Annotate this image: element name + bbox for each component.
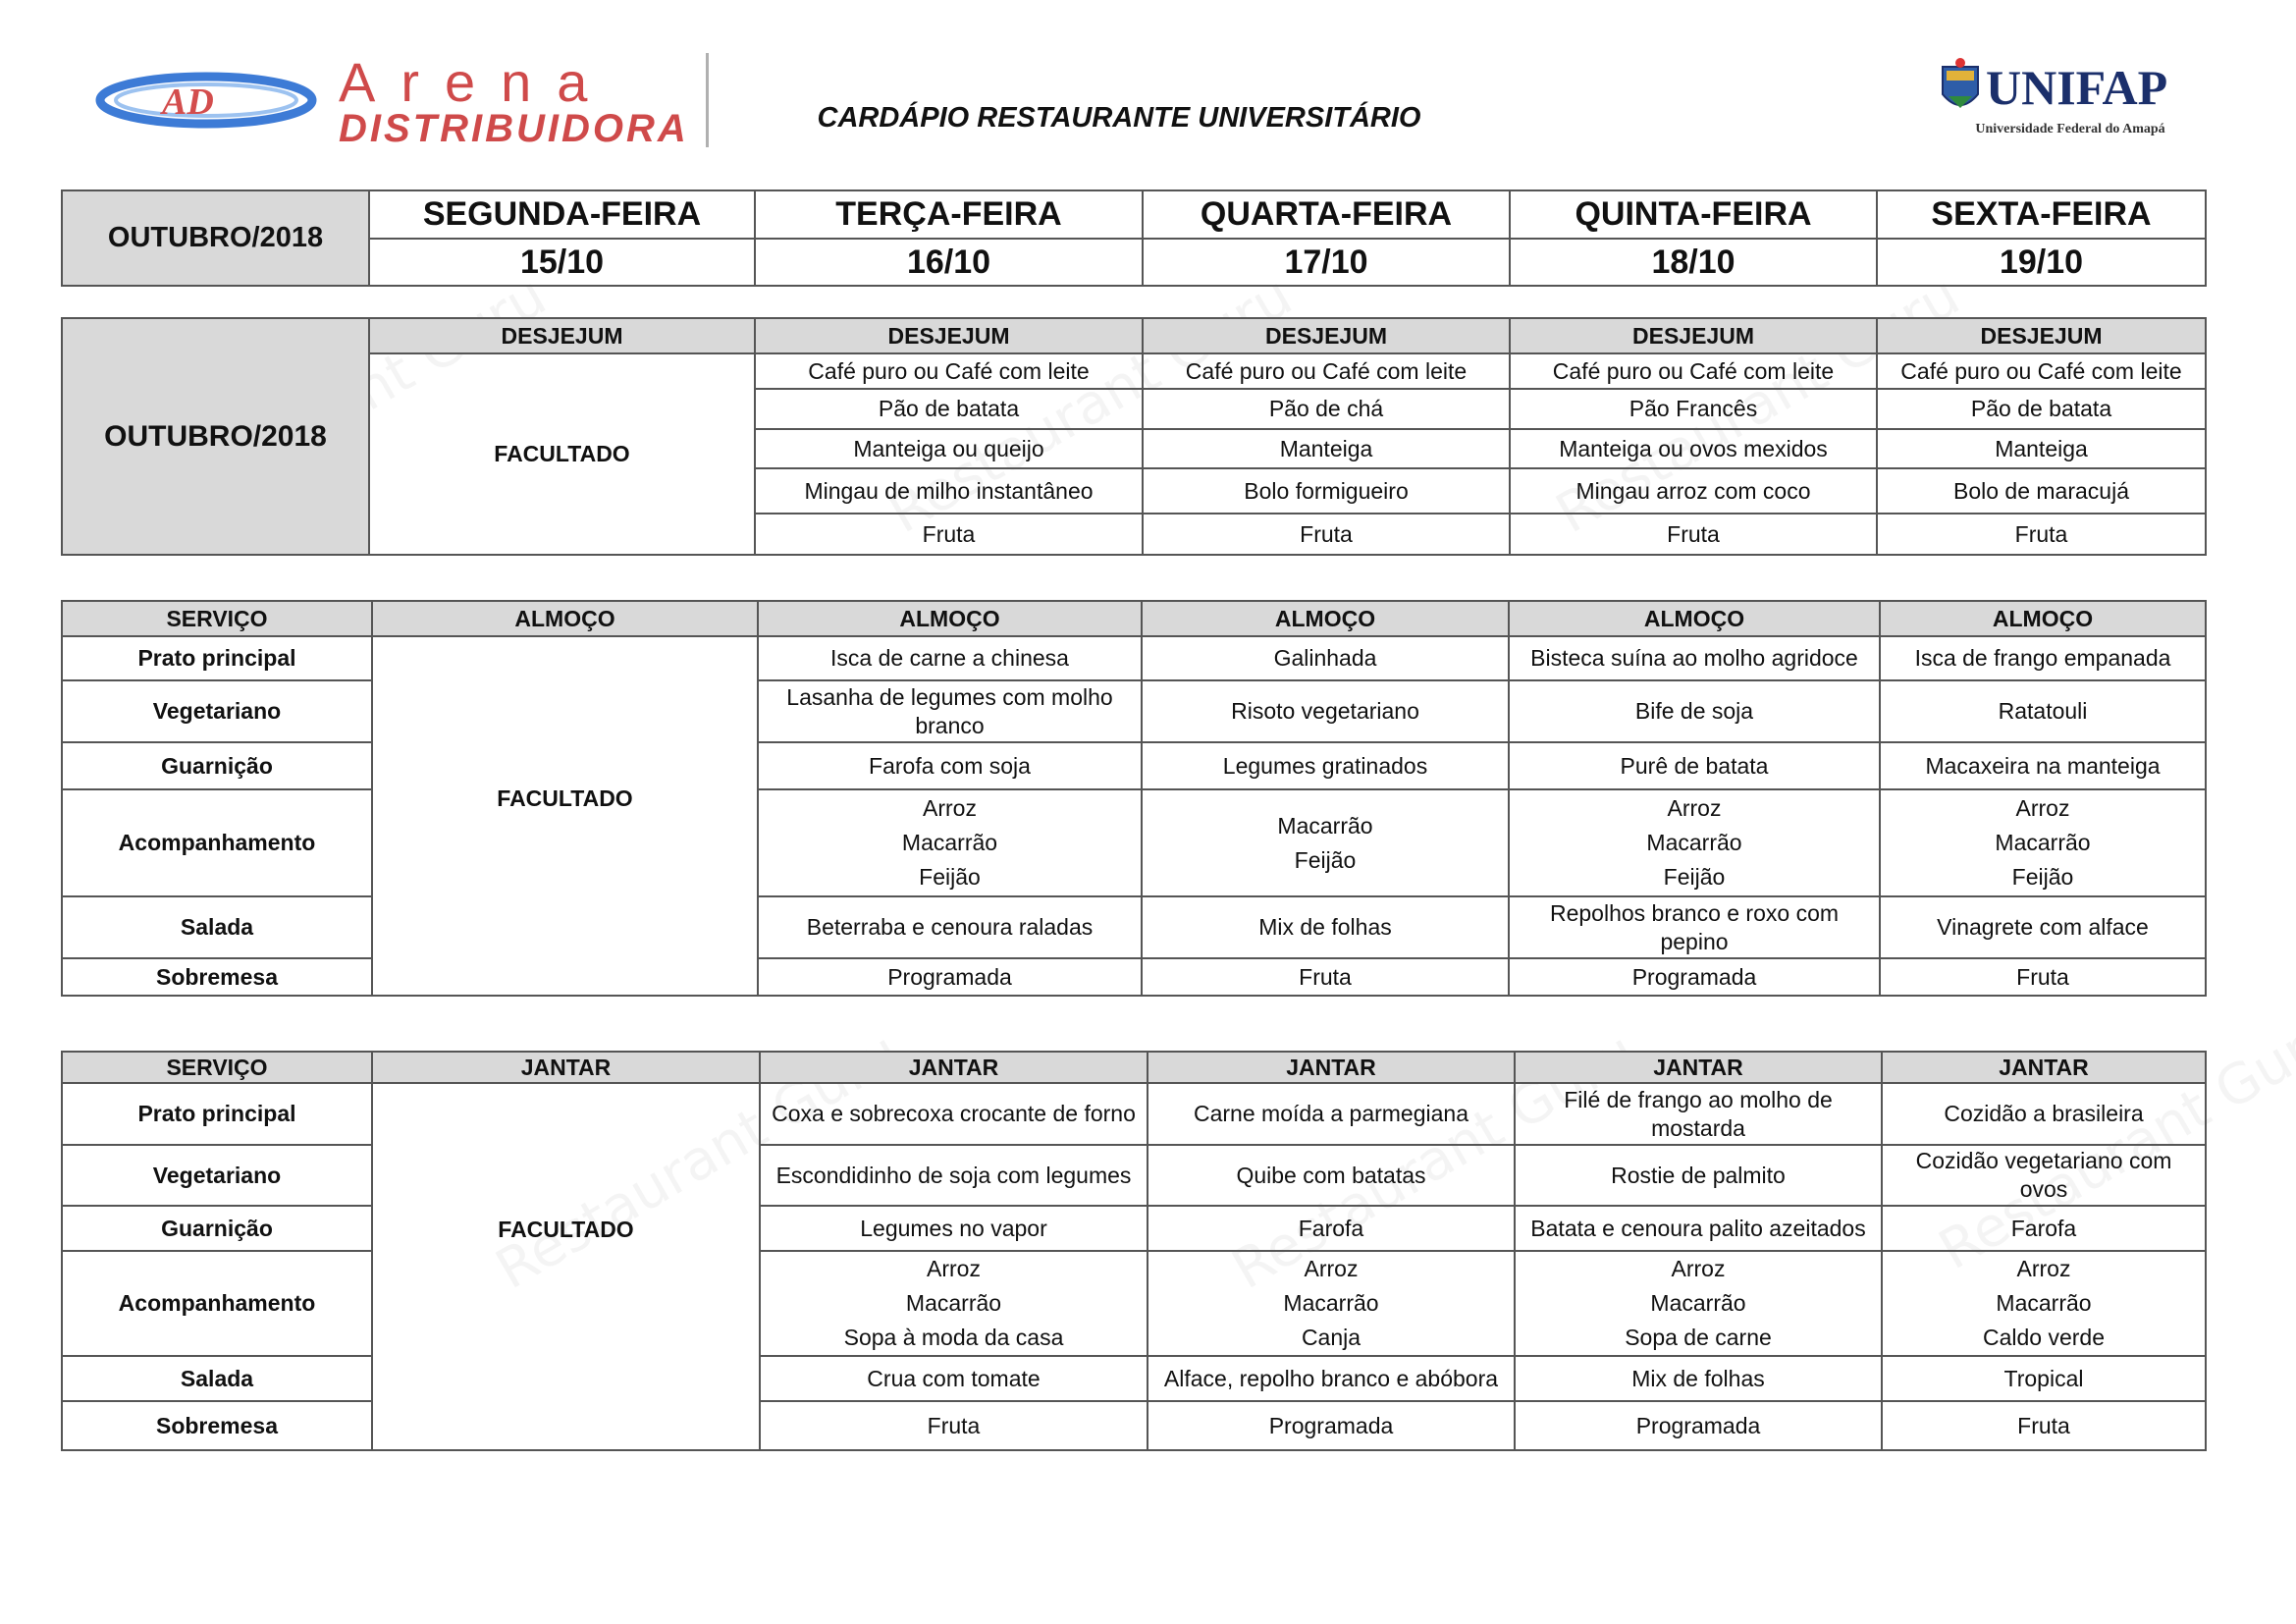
menu-cell: Café puro ou Café com leite (755, 353, 1143, 389)
month-label: OUTUBRO/2018 (62, 190, 369, 286)
menu-cell: Lasanha de legumes com molho branco (758, 680, 1142, 742)
arena-swoosh-icon (93, 63, 319, 141)
menu-item: Arroz (1304, 1256, 1359, 1281)
meal-header: DESJEJUM (1143, 318, 1510, 353)
menu-cell: Bife de soja (1509, 680, 1880, 742)
day-name: QUARTA-FEIRA (1143, 190, 1510, 239)
menu-cell (760, 1251, 1148, 1356)
menu-item: Feijão (919, 864, 981, 890)
menu-cell: Fruta (755, 514, 1143, 555)
menu-item: Arroz (927, 1256, 981, 1281)
service-header: SERVIÇO (62, 1052, 372, 1083)
menu-cell (1142, 789, 1509, 896)
meal-header: DESJEJUM (1510, 318, 1877, 353)
menu-cell: Purê de batata (1509, 742, 1880, 789)
menu-cell: Mingau de milho instantâneo (755, 468, 1143, 514)
service-header: SERVIÇO (62, 601, 372, 636)
menu-cell: Alface, repolho branco e abóbora (1148, 1356, 1515, 1401)
menu-item: Sopa à moda da casa (843, 1325, 1064, 1350)
meal-header: JANTAR (1148, 1052, 1515, 1083)
meal-header: ALMOÇO (1880, 601, 2206, 636)
meal-header: DESJEJUM (1877, 318, 2206, 353)
menu-cell: Fruta (1142, 958, 1509, 996)
service-label: Sobremesa (62, 1401, 372, 1450)
menu-item: Feijão (1294, 846, 1357, 873)
menu-cell: Pão de chá (1143, 389, 1510, 429)
unifap-logo-text: UNIFAP (1986, 60, 2168, 115)
menu-cell: Programada (1509, 958, 1880, 996)
menu-cell: Risoto vegetariano (1142, 680, 1509, 742)
menu-cell: Mingau arroz com coco (1510, 468, 1877, 514)
week-header-table (61, 189, 2207, 287)
menu-item: Sopa de carne (1625, 1325, 1772, 1350)
menu-cell: Bisteca suína ao molho agridoce (1509, 636, 1880, 680)
day-date: 16/10 (755, 239, 1143, 286)
meal-header: JANTAR (372, 1052, 760, 1083)
menu-cell: Filé de frango ao molho de mostarda (1515, 1083, 1882, 1145)
arena-logo-text: Arena (339, 51, 614, 113)
meal-header: JANTAR (1882, 1052, 2206, 1083)
service-label: Guarnição (62, 1206, 372, 1251)
menu-cell: Escondidinho de soja com legumes (760, 1145, 1148, 1206)
menu-item: Arroz (2015, 795, 2070, 821)
service-label: Sobremesa (62, 958, 372, 996)
service-label: Guarnição (62, 742, 372, 789)
meal-header: ALMOÇO (1509, 601, 1880, 636)
menu-cell: Manteiga ou queijo (755, 429, 1143, 468)
menu-item: Caldo verde (1982, 1325, 2106, 1350)
menu-item: Macarrão (1283, 1290, 1379, 1316)
menu-cell: Bolo de maracujá (1877, 468, 2206, 514)
menu-cell: Pão de batata (1877, 389, 2206, 429)
menu-cell: Programada (1148, 1401, 1515, 1450)
day-date: 19/10 (1877, 239, 2206, 286)
facultado-cell: FACULTADO (369, 353, 755, 555)
menu-cell: Ratatouli (1880, 680, 2206, 742)
menu-cell: Fruta (1877, 514, 2206, 555)
meal-header: DESJEJUM (755, 318, 1143, 353)
almoco-table (61, 600, 2207, 997)
menu-cell: Galinhada (1142, 636, 1509, 680)
menu-cell: Café puro ou Café com leite (1877, 353, 2206, 389)
jantar-table (61, 1051, 2207, 1451)
menu-cell (758, 789, 1142, 896)
facultado-cell (372, 1083, 760, 1450)
desjejum-table (61, 317, 2207, 556)
menu-item: Macarrão (1995, 830, 2091, 855)
menu-cell: Crua com tomate (760, 1356, 1148, 1401)
page-title: CARDÁPIO RESTAURANTE UNIVERSITÁRIO (817, 102, 1421, 134)
menu-cell: Quibe com batatas (1148, 1145, 1515, 1206)
menu-cell: Isca de frango empanada (1880, 636, 2206, 680)
menu-cell (1509, 789, 1880, 896)
menu-cell: Manteiga ou ovos mexidos (1510, 429, 1877, 468)
menu-cell: Cozidão a brasileira (1882, 1083, 2206, 1145)
distribuidora-logo-text: DISTRIBUIDORA (339, 107, 689, 150)
menu-item: Canja (1301, 1325, 1362, 1350)
service-label: Acompanhamento (62, 1251, 372, 1356)
menu-item: Arroz (2016, 1256, 2071, 1281)
day-date: 15/10 (369, 239, 755, 286)
menu-cell: Legumes no vapor (760, 1206, 1148, 1251)
menu-cell: Manteiga (1877, 429, 2206, 468)
menu-cell: Manteiga (1143, 429, 1510, 468)
day-name: TERÇA-FEIRA (755, 190, 1143, 239)
menu-cell: Fruta (1510, 514, 1877, 555)
menu-cell: Pão de batata (755, 389, 1143, 429)
meal-header: JANTAR (1515, 1052, 1882, 1083)
month-label: OUTUBRO/2018 (62, 318, 369, 555)
menu-cell: Cozidão vegetariano com ovos (1882, 1145, 2206, 1206)
day-name: SEXTA-FEIRA (1877, 190, 2206, 239)
menu-cell: Café puro ou Café com leite (1143, 353, 1510, 389)
meal-header: JANTAR (760, 1052, 1148, 1083)
menu-cell: Legumes gratinados (1142, 742, 1509, 789)
menu-cell: Farofa (1882, 1206, 2206, 1251)
menu-cell: Rostie de palmito (1515, 1145, 1882, 1206)
menu-cell: Beterraba e cenoura raladas (758, 896, 1142, 958)
menu-cell (1148, 1251, 1515, 1356)
meal-header: ALMOÇO (372, 601, 758, 636)
menu-item: Macarrão (1277, 812, 1373, 839)
menu-cell: Isca de carne a chinesa (758, 636, 1142, 680)
service-label: Salada (62, 896, 372, 958)
service-label: Acompanhamento (62, 789, 372, 896)
arena-distribuidora-logo (93, 51, 721, 149)
meal-header: ALMOÇO (1142, 601, 1509, 636)
logo-divider (706, 53, 709, 147)
menu-item: Macarrão (901, 830, 998, 855)
svg-text:AD: AD (162, 81, 214, 123)
menu-item: Macarrão (905, 1290, 1002, 1316)
menu-cell (1515, 1251, 1882, 1356)
service-label: Vegetariano (62, 1145, 372, 1206)
meal-header: DESJEJUM (369, 318, 755, 353)
menu-cell: Farofa (1148, 1206, 1515, 1251)
service-label: Prato principal (62, 1083, 372, 1145)
menu-cell: Coxa e sobrecoxa crocante de forno (760, 1083, 1148, 1145)
unifap-logo (1939, 57, 2204, 145)
unifap-crest-icon (1939, 57, 1982, 118)
menu-cell: Repolhos branco e roxo com pepino (1509, 896, 1880, 958)
day-name: QUINTA-FEIRA (1510, 190, 1877, 239)
menu-cell (1882, 1251, 2206, 1356)
menu-item: Feijão (2011, 864, 2074, 890)
menu-cell: Café puro ou Café com leite (1510, 353, 1877, 389)
menu-cell: Tropical (1882, 1356, 2206, 1401)
menu-item: Macarrão (1996, 1290, 2092, 1316)
menu-cell: Bolo formigueiro (1143, 468, 1510, 514)
menu-item: Arroz (923, 795, 977, 821)
service-label: Prato principal (62, 636, 372, 680)
day-name: SEGUNDA-FEIRA (369, 190, 755, 239)
menu-cell: Vinagrete com alface (1880, 896, 2206, 958)
menu-cell: Fruta (1143, 514, 1510, 555)
facultado-label: FACULTADO (498, 1216, 634, 1242)
menu-cell: Pão Francês (1510, 389, 1877, 429)
menu-cell: Fruta (1882, 1401, 2206, 1450)
menu-item: Arroz (1671, 1256, 1726, 1281)
menu-cell: Fruta (1880, 958, 2206, 996)
service-label: Salada (62, 1356, 372, 1401)
menu-item: Macarrão (1646, 830, 1742, 855)
day-date: 18/10 (1510, 239, 1877, 286)
facultado-cell (372, 636, 758, 996)
menu-cell: Carne moída a parmegiana (1148, 1083, 1515, 1145)
menu-item: Macarrão (1650, 1290, 1746, 1316)
service-label: Vegetariano (62, 680, 372, 742)
menu-item: Feijão (1663, 864, 1726, 890)
facultado-label: FACULTADO (497, 785, 633, 811)
menu-cell (1880, 789, 2206, 896)
menu-cell: Macaxeira na manteiga (1880, 742, 2206, 789)
menu-cell: Farofa com soja (758, 742, 1142, 789)
menu-cell: Batata e cenoura palito azeitados (1515, 1206, 1882, 1251)
menu-cell: Programada (758, 958, 1142, 996)
menu-cell: Mix de folhas (1515, 1356, 1882, 1401)
meal-header: ALMOÇO (758, 601, 1142, 636)
day-date: 17/10 (1143, 239, 1510, 286)
unifap-logo-subtitle: Universidade Federal do Amapá (1975, 122, 2165, 136)
menu-cell: Fruta (760, 1401, 1148, 1450)
menu-item: Arroz (1667, 795, 1722, 821)
menu-cell: Mix de folhas (1142, 896, 1509, 958)
menu-cell: Programada (1515, 1401, 1882, 1450)
